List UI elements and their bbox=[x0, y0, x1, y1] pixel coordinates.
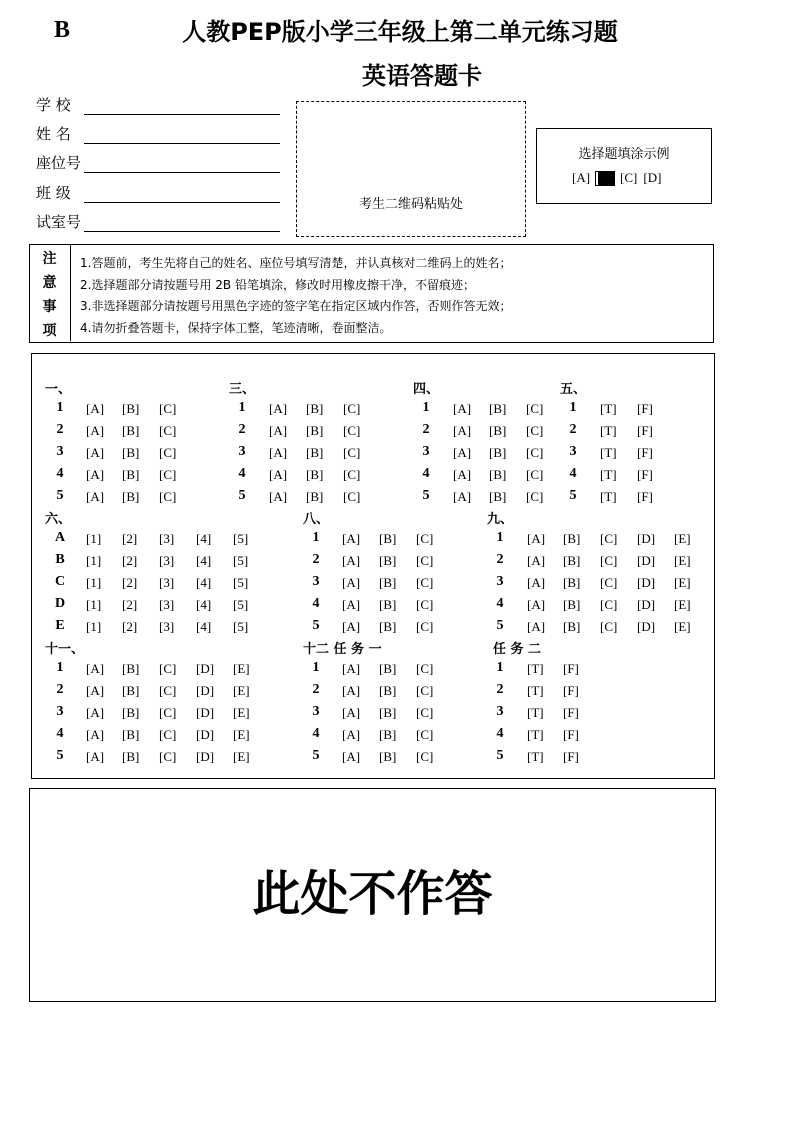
question-number: 1 bbox=[496, 660, 504, 675]
answer-bubble[interactable]: [C] bbox=[526, 401, 544, 416]
answer-bubble[interactable]: [A] bbox=[342, 575, 361, 590]
answer-bubble[interactable]: [B] bbox=[122, 467, 140, 482]
answer-bubble[interactable]: [C] bbox=[416, 553, 434, 568]
answer-bubble[interactable]: [C] bbox=[416, 705, 434, 720]
answer-bubble[interactable]: [A] bbox=[86, 489, 105, 504]
answer-bubble[interactable]: [5] bbox=[233, 553, 249, 568]
answer-bubble[interactable]: [C] bbox=[343, 467, 361, 482]
answer-bubble[interactable]: [C] bbox=[600, 597, 618, 612]
answer-bubble[interactable]: [C] bbox=[159, 423, 177, 438]
answer-bubble[interactable]: [A] bbox=[342, 749, 361, 764]
fill-example-title: 选择题填涂示例 bbox=[578, 147, 670, 162]
answer-bubble[interactable]: [B] bbox=[306, 445, 324, 460]
answer-bubble[interactable]: [C] bbox=[343, 401, 361, 416]
answer-bubble[interactable]: [A] bbox=[527, 575, 546, 590]
question-number: 5 bbox=[238, 488, 246, 503]
fill-example-box bbox=[536, 128, 712, 204]
answer-bubble[interactable]: [B] bbox=[379, 575, 397, 590]
question-number: 1 bbox=[569, 400, 577, 415]
question-number: 4 bbox=[312, 596, 320, 611]
answer-bubble[interactable]: [E] bbox=[674, 597, 691, 612]
answer-bubble[interactable]: [B] bbox=[489, 489, 507, 504]
answer-bubble[interactable]: [2] bbox=[122, 531, 138, 546]
answer-bubble[interactable]: [A] bbox=[453, 423, 472, 438]
answer-bubble[interactable]: [C] bbox=[526, 489, 544, 504]
answer-bubble[interactable]: [B] bbox=[122, 727, 140, 742]
info-label: 班 级 bbox=[36, 184, 71, 202]
answer-bubble[interactable]: [B] bbox=[306, 489, 324, 504]
question-number: 1 bbox=[312, 660, 320, 675]
answer-bubble[interactable]: [D] bbox=[196, 727, 215, 742]
answer-bubble[interactable]: [B] bbox=[122, 749, 140, 764]
answer-bubble[interactable]: [T] bbox=[600, 445, 617, 460]
page-title: 人教PEP版小学三年级上第二单元练习题 bbox=[182, 18, 618, 46]
answer-bubble[interactable]: [4] bbox=[196, 597, 212, 612]
answer-bubble[interactable]: [F] bbox=[637, 401, 653, 416]
question-number: 3 bbox=[56, 444, 64, 459]
notes-heading-char: 注 bbox=[42, 251, 57, 267]
question-number: 1 bbox=[422, 400, 430, 415]
question-number: 5 bbox=[496, 618, 504, 633]
filled-bubble-icon bbox=[596, 172, 614, 185]
answer-bubble[interactable]: [C] bbox=[159, 467, 177, 482]
section-title-s5: 五、 bbox=[560, 382, 587, 397]
answer-bubble[interactable]: [B] bbox=[306, 423, 324, 438]
info-label: 座位号 bbox=[36, 154, 82, 172]
answer-bubble[interactable]: [2] bbox=[122, 553, 138, 568]
answer-bubble[interactable]: [B] bbox=[379, 705, 397, 720]
question-number: 4 bbox=[422, 466, 430, 481]
answer-bubble[interactable]: [A] bbox=[86, 467, 105, 482]
answer-bubble[interactable]: [C] bbox=[416, 727, 434, 742]
answer-bubble[interactable]: [F] bbox=[563, 705, 579, 720]
section-title-s11: 十一、 bbox=[45, 642, 85, 657]
question-number: 3 bbox=[496, 574, 504, 589]
answer-bubble[interactable]: [B] bbox=[489, 467, 507, 482]
answer-bubble[interactable]: [D] bbox=[637, 575, 656, 590]
answer-bubble[interactable]: [C] bbox=[159, 489, 177, 504]
question-number: C bbox=[54, 574, 66, 589]
answer-bubble[interactable]: [C] bbox=[600, 531, 618, 546]
answer-bubble[interactable]: [E] bbox=[233, 727, 250, 742]
answer-bubble[interactable]: [5] bbox=[233, 531, 249, 546]
question-number: 2 bbox=[56, 422, 64, 437]
answer-bubble[interactable]: [C] bbox=[416, 749, 434, 764]
section-title-s6: 六、 bbox=[45, 512, 72, 527]
answer-bubble[interactable]: [E] bbox=[674, 531, 691, 546]
section-title-s12: 十二 任 务 一 bbox=[303, 642, 382, 657]
answer-bubble[interactable]: [2] bbox=[122, 575, 138, 590]
question-number: E bbox=[55, 618, 65, 633]
answer-bubble[interactable]: [A] bbox=[269, 445, 288, 460]
answer-bubble[interactable]: [T] bbox=[600, 467, 617, 482]
answer-bubble[interactable]: [A] bbox=[86, 423, 105, 438]
answer-bubble[interactable]: [B] bbox=[379, 553, 397, 568]
answer-bubble[interactable]: [C] bbox=[159, 705, 177, 720]
answer-bubble[interactable]: [E] bbox=[674, 553, 691, 568]
answer-bubble[interactable]: [T] bbox=[600, 423, 617, 438]
answer-bubble[interactable]: [E] bbox=[674, 619, 691, 634]
answer-bubble[interactable]: [C] bbox=[416, 619, 434, 634]
question-number: B bbox=[55, 552, 65, 567]
answer-bubble[interactable]: [B] bbox=[122, 445, 140, 460]
answer-bubble[interactable]: [D] bbox=[196, 683, 215, 698]
answer-bubble[interactable]: [C] bbox=[159, 749, 177, 764]
answer-bubble[interactable]: [D] bbox=[196, 661, 215, 676]
answer-bubble[interactable]: [B] bbox=[306, 401, 324, 416]
answer-bubble[interactable]: [1] bbox=[86, 597, 102, 612]
answer-bubble[interactable]: [A] bbox=[269, 423, 288, 438]
note-line-3: 3.非选择题部分请按题号用黑色字迹的签字笔在指定区域内作答，否则作答无效； bbox=[80, 299, 512, 313]
answer-bubble[interactable]: [1] bbox=[86, 575, 102, 590]
question-number: 2 bbox=[312, 682, 320, 697]
answer-bubble[interactable]: [E] bbox=[674, 575, 691, 590]
question-number: 3 bbox=[422, 444, 430, 459]
answer-bubble[interactable]: [A] bbox=[86, 683, 105, 698]
question-number: 1 bbox=[312, 530, 320, 545]
info-row-class[interactable] bbox=[36, 181, 280, 203]
answer-bubble[interactable]: [T] bbox=[600, 489, 617, 504]
answer-bubble[interactable]: [A] bbox=[269, 467, 288, 482]
question-number: 5 bbox=[422, 488, 430, 503]
example-option: [C] bbox=[620, 170, 638, 185]
question-number: 4 bbox=[56, 466, 64, 481]
question-number: 1 bbox=[238, 400, 246, 415]
answer-bubble[interactable]: [A] bbox=[269, 489, 288, 504]
answer-bubble[interactable]: [A] bbox=[86, 661, 105, 676]
answer-bubble[interactable]: [3] bbox=[159, 597, 175, 612]
room-field[interactable] bbox=[84, 213, 280, 232]
answer-bubble[interactable]: [A] bbox=[86, 705, 105, 720]
info-row-name[interactable] bbox=[36, 122, 280, 144]
answer-bubble[interactable]: [C] bbox=[343, 489, 361, 504]
answer-bubble[interactable]: [B] bbox=[122, 401, 140, 416]
notes-heading-char: 项 bbox=[42, 323, 57, 339]
notes-heading bbox=[29, 244, 71, 341]
school-field[interactable] bbox=[84, 96, 280, 115]
answer-bubble[interactable]: [1] bbox=[86, 619, 102, 634]
answer-bubble[interactable]: [A] bbox=[86, 401, 105, 416]
answer-bubble[interactable]: [5] bbox=[233, 575, 249, 590]
answer-bubble[interactable]: [3] bbox=[159, 531, 175, 546]
no-answer-label: 此处不作答 bbox=[252, 866, 493, 922]
answer-bubble[interactable]: [B] bbox=[122, 705, 140, 720]
answer-bubble[interactable]: [B] bbox=[122, 489, 140, 504]
answer-bubble[interactable]: [C] bbox=[416, 661, 434, 676]
question-number: 5 bbox=[56, 488, 64, 503]
answer-bubble[interactable]: [C] bbox=[416, 683, 434, 698]
answer-bubble[interactable]: [3] bbox=[159, 553, 175, 568]
note-line-2: 2.选择题部分请按题号用 2B 铅笔填涂，修改时用橡皮擦干净，不留痕迹； bbox=[80, 278, 475, 292]
question-number: 3 bbox=[56, 704, 64, 719]
question-number: 2 bbox=[496, 682, 504, 697]
answer-bubble[interactable]: [F] bbox=[637, 489, 653, 504]
question-number: 4 bbox=[569, 466, 577, 481]
answer-bubble[interactable]: [C] bbox=[343, 445, 361, 460]
answer-bubble[interactable]: [C] bbox=[526, 423, 544, 438]
answer-bubble[interactable]: [A] bbox=[527, 619, 546, 634]
answer-bubble[interactable]: [T] bbox=[600, 401, 617, 416]
example-option: [A] bbox=[572, 170, 591, 185]
question-number: 4 bbox=[56, 726, 64, 741]
qr-code-area bbox=[296, 101, 526, 237]
answer-bubble[interactable]: [B] bbox=[379, 531, 397, 546]
answer-bubble[interactable]: [A] bbox=[269, 401, 288, 416]
version-label: B bbox=[54, 17, 71, 43]
question-number: 5 bbox=[312, 748, 320, 763]
answer-bubble[interactable]: [T] bbox=[527, 661, 544, 676]
answer-bubble[interactable]: [B] bbox=[563, 553, 581, 568]
answer-bubble[interactable]: [F] bbox=[563, 661, 579, 676]
answer-bubble[interactable]: [1] bbox=[86, 553, 102, 568]
answer-bubble[interactable]: [5] bbox=[233, 619, 249, 634]
note-line-1: 1.答题前，考生先将自己的姓名、座位号填写清楚，并认真核对二维码上的姓名； bbox=[80, 256, 512, 270]
fill-example-row bbox=[572, 170, 667, 186]
info-label: 试室号 bbox=[36, 213, 82, 231]
question-number: 4 bbox=[496, 596, 504, 611]
notes-heading-char: 意 bbox=[42, 275, 57, 291]
answer-bubble[interactable]: [B] bbox=[563, 531, 581, 546]
answer-bubble[interactable]: [B] bbox=[379, 619, 397, 634]
answer-bubble[interactable]: [C] bbox=[159, 445, 177, 460]
answer-bubble[interactable]: [D] bbox=[637, 553, 656, 568]
question-number: 2 bbox=[569, 422, 577, 437]
answer-bubble[interactable]: [T] bbox=[527, 683, 544, 698]
answer-bubble[interactable]: [4] bbox=[196, 619, 212, 634]
answer-bubble[interactable]: [A] bbox=[453, 401, 472, 416]
answer-bubble[interactable]: [F] bbox=[563, 683, 579, 698]
answer-bubble[interactable]: [2] bbox=[122, 597, 138, 612]
answer-bubble[interactable]: [B] bbox=[489, 423, 507, 438]
question-number: 3 bbox=[496, 704, 504, 719]
answer-bubble[interactable]: [A] bbox=[86, 749, 105, 764]
question-number: A bbox=[54, 530, 66, 545]
answer-bubble[interactable]: [C] bbox=[159, 683, 177, 698]
section-title-s12b: 任 务 二 bbox=[493, 642, 542, 657]
info-row-school[interactable] bbox=[36, 93, 280, 115]
question-number: 5 bbox=[312, 618, 320, 633]
answer-bubble[interactable]: [C] bbox=[526, 467, 544, 482]
answer-bubble[interactable]: [T] bbox=[527, 749, 544, 764]
seat-field[interactable] bbox=[84, 154, 280, 173]
section-title-s9: 九、 bbox=[487, 512, 514, 527]
answer-bubble[interactable]: [B] bbox=[489, 401, 507, 416]
answer-bubble[interactable]: [4] bbox=[196, 553, 212, 568]
section-title-s4: 四、 bbox=[413, 382, 440, 397]
answer-bubble[interactable]: [B] bbox=[379, 597, 397, 612]
answer-bubble[interactable]: [C] bbox=[416, 531, 434, 546]
answer-bubble[interactable]: [D] bbox=[637, 619, 656, 634]
question-number: 1 bbox=[56, 660, 64, 675]
answer-bubble[interactable]: [C] bbox=[159, 661, 177, 676]
answer-bubble[interactable]: [2] bbox=[122, 619, 138, 634]
answer-bubble[interactable]: [D] bbox=[637, 531, 656, 546]
info-row-seat[interactable] bbox=[36, 151, 280, 173]
answer-bubble[interactable]: [A] bbox=[342, 661, 361, 676]
answer-bubble[interactable]: [E] bbox=[233, 683, 250, 698]
answer-bubble[interactable]: [B] bbox=[563, 619, 581, 634]
answer-bubble[interactable]: [4] bbox=[196, 575, 212, 590]
answer-bubble[interactable]: [F] bbox=[563, 727, 579, 742]
answer-bubble[interactable]: [A] bbox=[342, 619, 361, 634]
question-number: 2 bbox=[238, 422, 246, 437]
answer-bubble[interactable]: [1] bbox=[86, 531, 102, 546]
question-number: D bbox=[54, 596, 66, 611]
answer-bubble[interactable]: [C] bbox=[600, 619, 618, 634]
question-number: 4 bbox=[238, 466, 246, 481]
example-option: [D] bbox=[643, 170, 662, 185]
answer-bubble[interactable]: [A] bbox=[342, 597, 361, 612]
answer-bubble[interactable]: [C] bbox=[159, 727, 177, 742]
question-number: 3 bbox=[238, 444, 246, 459]
answer-bubble[interactable]: [B] bbox=[563, 597, 581, 612]
info-label: 学 校 bbox=[36, 96, 71, 114]
name-field[interactable] bbox=[84, 125, 280, 144]
answer-bubble[interactable]: [B] bbox=[306, 467, 324, 482]
answer-bubble[interactable]: [D] bbox=[637, 597, 656, 612]
answer-bubble[interactable]: [A] bbox=[342, 553, 361, 568]
question-number: 1 bbox=[56, 400, 64, 415]
answer-bubble[interactable]: [A] bbox=[342, 683, 361, 698]
answer-bubble[interactable]: [A] bbox=[527, 531, 546, 546]
section-title-s8: 八、 bbox=[303, 512, 330, 527]
question-number: 4 bbox=[496, 726, 504, 741]
page-subtitle: 英语答题卡 bbox=[362, 62, 482, 90]
question-number: 5 bbox=[56, 748, 64, 763]
question-number: 2 bbox=[312, 552, 320, 567]
question-number: 4 bbox=[312, 726, 320, 741]
question-number: 3 bbox=[312, 574, 320, 589]
answer-bubble[interactable]: [B] bbox=[122, 423, 140, 438]
answer-bubble[interactable]: [A] bbox=[342, 705, 361, 720]
answer-bubble[interactable]: [T] bbox=[527, 727, 544, 742]
question-number: 3 bbox=[569, 444, 577, 459]
answer-bubble[interactable]: [D] bbox=[196, 749, 215, 764]
answer-bubble[interactable]: [C] bbox=[416, 575, 434, 590]
answer-bubble[interactable]: [B] bbox=[563, 575, 581, 590]
answer-bubble[interactable]: [C] bbox=[600, 553, 618, 568]
answer-bubble[interactable]: [B] bbox=[379, 683, 397, 698]
answer-bubble[interactable]: [A] bbox=[527, 597, 546, 612]
section-title-s3: 三、 bbox=[229, 382, 256, 397]
answer-bubble[interactable]: [3] bbox=[159, 619, 175, 634]
question-number: 2 bbox=[56, 682, 64, 697]
note-line-4: 4.请勿折叠答题卡，保持字体工整，笔迹清晰，卷面整洁。 bbox=[80, 321, 392, 335]
answer-bubble[interactable]: [A] bbox=[453, 445, 472, 460]
answer-bubble[interactable]: [B] bbox=[379, 661, 397, 676]
answer-bubble[interactable]: [A] bbox=[527, 553, 546, 568]
question-number: 2 bbox=[422, 422, 430, 437]
answer-bubble[interactable]: [T] bbox=[527, 705, 544, 720]
answer-bubble[interactable]: [A] bbox=[453, 489, 472, 504]
answer-bubble[interactable]: [B] bbox=[489, 445, 507, 460]
info-row-room[interactable] bbox=[36, 210, 280, 232]
answer-bubble[interactable]: [B] bbox=[379, 749, 397, 764]
section-title-s1: 一、 bbox=[45, 382, 72, 397]
answer-bubble[interactable]: [A] bbox=[86, 727, 105, 742]
notes-heading-char: 事 bbox=[42, 299, 57, 315]
answer-bubble[interactable]: [C] bbox=[600, 575, 618, 590]
answer-bubble[interactable]: [A] bbox=[342, 727, 361, 742]
question-number: 5 bbox=[496, 748, 504, 763]
answer-bubble[interactable]: [E] bbox=[233, 661, 250, 676]
question-number: 2 bbox=[496, 552, 504, 567]
class-field[interactable] bbox=[84, 184, 280, 203]
answer-bubble[interactable]: [B] bbox=[122, 661, 140, 676]
question-number: 3 bbox=[312, 704, 320, 719]
answer-bubble[interactable]: [C] bbox=[343, 423, 361, 438]
answer-bubble[interactable]: [F] bbox=[637, 423, 653, 438]
answer-bubble[interactable]: [A] bbox=[453, 467, 472, 482]
info-label: 姓 名 bbox=[36, 125, 71, 143]
answer-bubble[interactable]: [B] bbox=[122, 683, 140, 698]
answer-bubble[interactable]: [A] bbox=[342, 531, 361, 546]
answer-bubble[interactable]: [4] bbox=[196, 531, 212, 546]
question-number: 5 bbox=[569, 488, 577, 503]
answer-bubble[interactable]: [E] bbox=[233, 749, 250, 764]
answer-bubble[interactable]: [B] bbox=[379, 727, 397, 742]
answer-bubble[interactable]: [C] bbox=[159, 401, 177, 416]
answer-bubble[interactable]: [3] bbox=[159, 575, 175, 590]
answer-bubble[interactable]: [C] bbox=[416, 597, 434, 612]
answer-bubble[interactable]: [F] bbox=[637, 467, 653, 482]
answer-bubble[interactable]: [A] bbox=[86, 445, 105, 460]
answer-bubble[interactable]: [C] bbox=[526, 445, 544, 460]
answer-bubble[interactable]: [E] bbox=[233, 705, 250, 720]
answer-bubble[interactable]: [F] bbox=[637, 445, 653, 460]
answer-bubble[interactable]: [D] bbox=[196, 705, 215, 720]
answer-bubble[interactable]: [F] bbox=[563, 749, 579, 764]
answer-bubble[interactable]: [5] bbox=[233, 597, 249, 612]
qr-code-label: 考生二维码粘贴处 bbox=[358, 197, 463, 212]
question-number: 1 bbox=[496, 530, 504, 545]
